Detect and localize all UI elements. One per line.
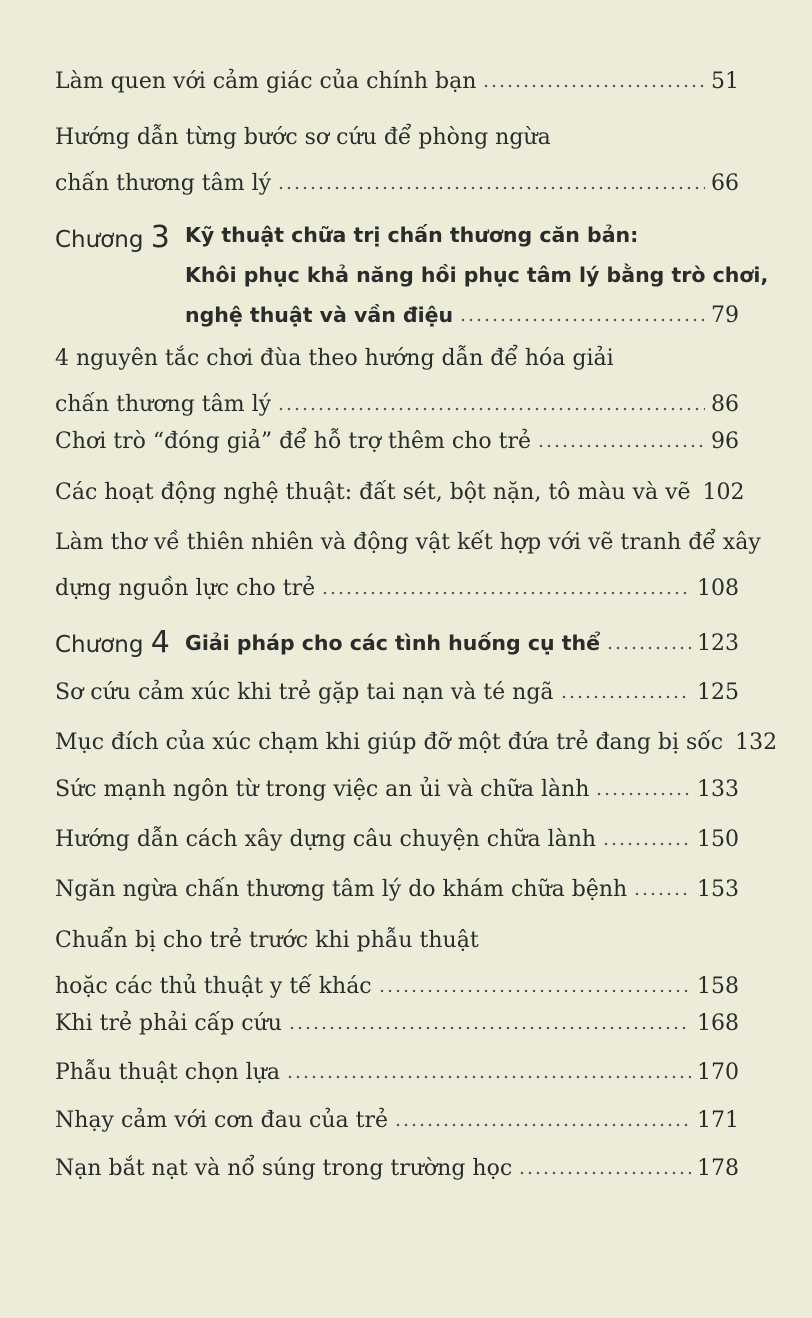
dot-leader <box>394 1123 691 1127</box>
entry-title: Các hoạt động nghệ thuật: đất sét, bột nặn, tô màu và vẽ <box>55 480 691 505</box>
chapter-title: Khôi phục khả năng hồi phục tâm lý bằng trò chơi, <box>185 263 769 287</box>
dot-leader <box>459 318 705 322</box>
toc-entry <box>55 470 745 516</box>
toc-entry <box>55 520 761 612</box>
chapter-title-line <box>185 215 739 255</box>
page-number: 168 <box>697 1011 739 1036</box>
dot-leader <box>560 695 691 699</box>
toc-line <box>55 1001 739 1047</box>
toc-entry <box>55 1050 739 1096</box>
dot-leader <box>606 646 691 650</box>
toc-line <box>55 720 778 766</box>
toc-entry <box>55 1001 739 1047</box>
entry-title: Làm thơ về thiên nhiên và động vật kết hợp với vẽ tranh để xây <box>55 530 761 555</box>
dot-leader <box>321 591 691 595</box>
page-number: 125 <box>697 680 739 705</box>
page-number: 108 <box>697 576 739 601</box>
entry-title: chấn thương tâm lý <box>55 171 272 196</box>
dot-leader <box>277 407 705 411</box>
page-number: 133 <box>697 777 739 802</box>
chapter-title: Kỹ thuật chữa trị chấn thương căn bản: <box>185 223 639 247</box>
page-number: 153 <box>697 877 739 902</box>
entry-title: Ngăn ngừa chấn thương tâm lý do khám chữa bệnh <box>55 877 628 902</box>
entry-title: chấn thương tâm lý <box>55 392 272 417</box>
toc-line <box>55 419 739 465</box>
chapter-number: 3 <box>150 220 170 255</box>
toc-line <box>55 918 739 964</box>
toc-entry <box>55 1146 739 1192</box>
entry-title: Sức mạnh ngôn từ trong việc an ủi và chữa lành <box>55 777 590 802</box>
toc-line <box>55 1146 739 1192</box>
chapter-title: nghệ thuật và vần điệu <box>185 303 454 327</box>
entry-title: dựng nguồn lực cho trẻ <box>55 576 316 601</box>
page-number: 150 <box>697 827 739 852</box>
toc-line <box>55 867 739 913</box>
toc-line <box>55 161 739 207</box>
toc-entry <box>55 59 739 105</box>
page-number: 102 <box>702 480 745 505</box>
page-number: 171 <box>697 1108 739 1133</box>
chapter-title-line <box>185 623 739 663</box>
page-number: 79 <box>711 303 739 328</box>
page-number: 66 <box>711 171 739 196</box>
toc-entry <box>55 918 739 1010</box>
toc-line <box>55 817 739 863</box>
dot-leader <box>286 1075 691 1079</box>
dot-leader <box>378 989 691 993</box>
toc-entry <box>55 1098 739 1144</box>
entry-title: Nhạy cảm với cơn đau của trẻ <box>55 1108 389 1133</box>
page-number: 51 <box>711 69 739 94</box>
dot-leader <box>633 892 691 896</box>
page-number: 170 <box>697 1060 739 1085</box>
page-number: 158 <box>697 974 739 999</box>
toc-line <box>55 1050 739 1096</box>
entry-title: Chơi trò “đóng giả” để hỗ trợ thêm cho trẻ <box>55 429 531 454</box>
entry-title: hoặc các thủ thuật y tế khác <box>55 974 372 999</box>
toc-line <box>55 336 739 382</box>
toc-line <box>55 767 739 813</box>
chapter-title-line <box>185 255 769 295</box>
dot-leader <box>595 792 691 796</box>
toc-entry <box>55 867 739 913</box>
toc-line <box>55 1098 739 1144</box>
toc-line <box>55 520 761 566</box>
entry-title: Mục đích của xúc chạm khi giúp đỡ một đứa trẻ đang bị sốc <box>55 730 724 755</box>
dot-leader <box>537 444 705 448</box>
toc-line <box>55 115 739 161</box>
entry-title: Làm quen với cảm giác của chính bạn <box>55 69 477 94</box>
chapter-title-line <box>185 295 739 335</box>
dot-leader <box>518 1171 691 1175</box>
page-number: 86 <box>711 392 739 417</box>
entry-title: Hướng dẫn cách xây dựng câu chuyện chữa lành <box>55 827 597 852</box>
toc-entry <box>55 670 739 716</box>
entry-title: Sơ cứu cảm xúc khi trẻ gặp tai nạn và té ngã <box>55 680 554 705</box>
toc-line <box>55 59 739 105</box>
toc-line <box>55 670 739 716</box>
toc-entry <box>55 720 778 766</box>
toc-entry <box>55 817 739 863</box>
toc-line <box>55 470 745 516</box>
entry-title: 4 nguyên tắc chơi đùa theo hướng dẫn để hóa giải <box>55 346 614 371</box>
chapter-label: Chương 3 <box>55 220 170 255</box>
chapter-title: Giải pháp cho các tình huống cụ thể <box>185 631 601 655</box>
dot-leader <box>277 186 705 190</box>
entry-title: Chuẩn bị cho trẻ trước khi phẫu thuật <box>55 928 479 953</box>
page-number: 132 <box>735 730 778 755</box>
entry-title: Phẫu thuật chọn lựa <box>55 1060 280 1085</box>
toc-line <box>55 566 739 612</box>
dot-leader <box>482 84 705 88</box>
dot-leader <box>602 842 691 846</box>
page-number: 96 <box>711 429 739 454</box>
page-number: 123 <box>697 631 739 656</box>
entry-title: Nạn bắt nạt và nổ súng trong trường học <box>55 1156 513 1181</box>
toc-entry <box>55 336 739 428</box>
page-number: 178 <box>697 1156 739 1181</box>
toc-entry <box>55 115 739 207</box>
entry-title: Khi trẻ phải cấp cứu <box>55 1011 282 1036</box>
dot-leader <box>288 1026 691 1030</box>
toc-entry <box>55 419 739 465</box>
entry-title: Hướng dẫn từng bước sơ cứu để phòng ngừa <box>55 125 551 150</box>
chapter-number: 4 <box>150 625 170 660</box>
toc-entry <box>55 767 739 813</box>
chapter-label: Chương 4 <box>55 625 170 660</box>
